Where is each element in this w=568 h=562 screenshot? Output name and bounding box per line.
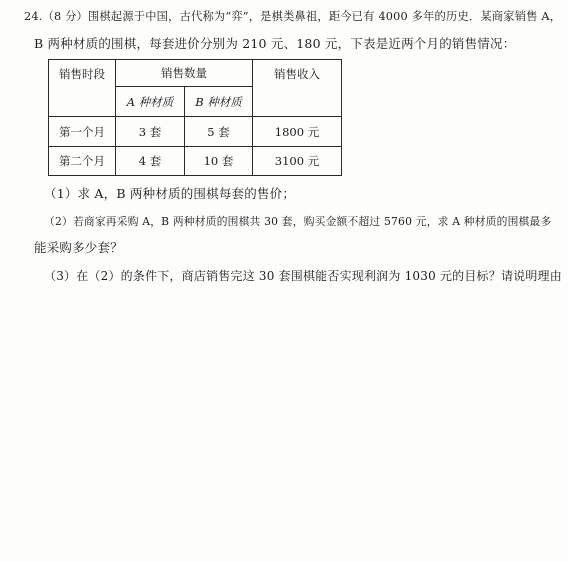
header-material-a: A 种材质 (116, 87, 185, 117)
row-revenue: 1800 元 (253, 117, 342, 147)
row-quantity-a: 4 套 (116, 147, 185, 176)
header-quantity: 销售数量 (116, 60, 253, 87)
sales-table (48, 59, 342, 176)
question-2-line-1: （2）若商家再采购 A，B 两种材质的围棋共 30 套，购买金额不超过 5760 元，求 A 种材质的围棋最多 (44, 215, 552, 228)
row-period: 第一个月 (49, 117, 116, 147)
row-period: 第二个月 (49, 147, 116, 176)
row-quantity-b: 10 套 (185, 147, 253, 176)
problem-statement-line-1: 24.（8 分）围棋起源于中国，古代称为“弈”，是棋类鼻祖，距今已有 4000 多年的历史．某商家销售 A， (24, 10, 562, 23)
question-2-line-2: 能采购多少套？ (34, 240, 123, 255)
table-row (49, 117, 342, 147)
header-revenue: 销售收入 (253, 60, 342, 117)
header-period: 销售时段 (49, 60, 116, 117)
row-quantity-a: 3 套 (116, 117, 185, 147)
question-3: （3）在（2）的条件下，商店销售完这 30 套围棋能否实现利润为 1030 元的目标？请说明理由 (44, 269, 562, 283)
problem-statement-line-2: B 两种材质的围棋，每套进价分别为 210 元、180 元，下表是近两个月的销售情况： (34, 36, 516, 51)
table-row (49, 147, 342, 176)
question-1: （1）求 A，B 两种材质的围棋每套的售价； (44, 186, 296, 201)
row-revenue: 3100 元 (253, 147, 342, 176)
row-quantity-b: 5 套 (185, 117, 253, 147)
header-material-b: B 种材质 (185, 87, 253, 117)
